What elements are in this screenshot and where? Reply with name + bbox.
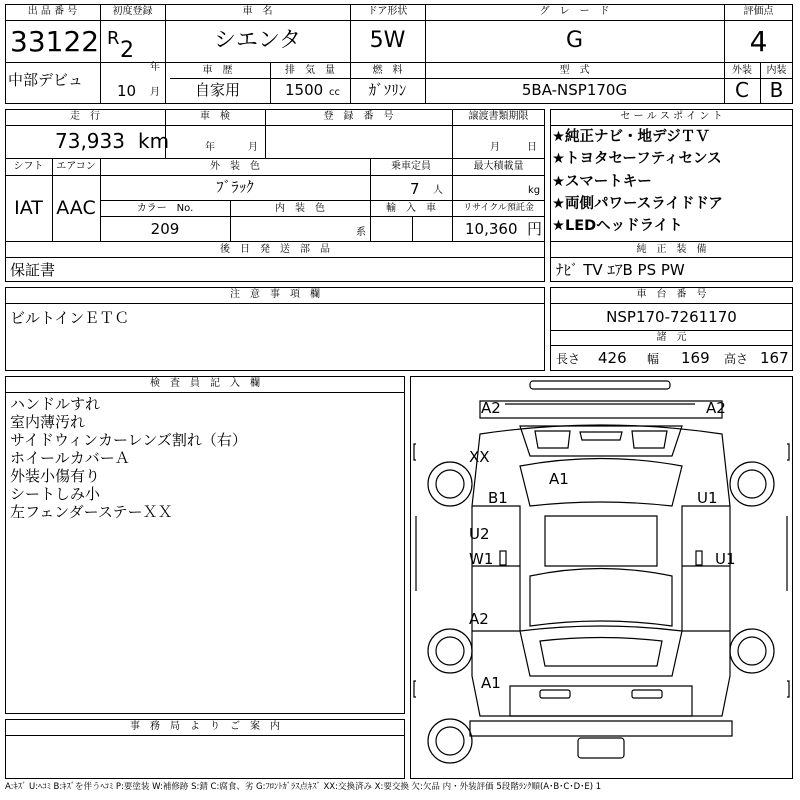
eval-label: 評価点 [743,6,774,17]
int-grade-label: 内装 [766,65,787,76]
door-type: 5W [369,28,406,53]
width-value: 169 [681,349,710,367]
length-value: 426 [598,349,627,367]
model-type: 5BA-NSP170G [521,81,628,99]
displacement-unit: cc [329,87,340,98]
type-label: 型 式 [559,65,590,76]
month-unit: 月 [150,87,160,98]
lot-no: 33122 [10,25,100,58]
inspector-line: ハンドルすれ [10,395,101,413]
mileage-label: 走 行 [70,111,100,122]
mileage: 73,933 [55,129,125,153]
displacement-label: 排 気 量 [285,65,335,76]
legend: A:ｷｽﾞ U:ﾍｺﾐ B:ｷｽﾞを伴うﾍｺﾐ P:要塗装 W:補修跡 S:錆 C:腐食、劣 G:ﾌﾛﾝﾄｶﾞﾗｽ点ｷｽﾞ XX:交換済み X:要交換 欠:欠品 内・外装評価 5段階ﾗﾝｸ順(A･B･C･D･E) 1 [5,782,602,792]
mileage-unit: km [138,129,170,153]
debut-label: 中部デビュ [8,71,84,89]
inspector-label: 検 査 員 記 入 欄 [150,378,260,389]
diagram-mark-xx-left-fender: XX [469,448,490,466]
sales-point-item: ★両側パワースライドドア [552,196,723,212]
transfer-month-unit: 月 [490,142,500,153]
inspector-line: 外装小傷有り [10,467,101,485]
recycle-label: リサイクル預託金 [463,203,534,213]
recycle-unit: 円 [527,220,543,238]
era: R [107,28,120,49]
ext-color: ﾌﾞﾗｯｸ [216,178,254,196]
spec-label: 諸 元 [656,332,687,343]
diagram-mark-b1-left-front-door: B1 [488,489,508,507]
inspector-line: サイドウィンカーレンズ割れ（右） [10,431,247,449]
diagram-mark-a2-front-right: A2 [706,399,726,417]
width-label: 幅 [647,352,660,366]
equipment-value: ﾅﾋﾞ TV ｴｱB PS PW [556,261,685,279]
chassis-label: 車 台 番 号 [636,289,707,300]
inspector-line: 室内薄汚れ [10,413,86,431]
transfer-label: 譲渡書類期限 [468,111,529,122]
chassis-number: NSP170-7261170 [606,308,737,326]
first-reg-label: 初度登録 [112,6,153,17]
capacity-label: 乗車定員 [391,161,431,172]
sales-point-item: ★純正ナビ・地デジＴＶ [552,129,710,145]
diagram-mark-u1-right-front-door: U1 [697,489,718,507]
grade-label: グ レ ー ド [539,6,610,17]
grade: G [565,28,584,53]
ac-label: エアコン [56,161,96,172]
color-no: 209 [150,220,180,238]
ext-grade: C [735,78,749,102]
door-label: ドア形状 [367,6,408,17]
diagram-mark-u2-left-slide-door: U2 [469,525,490,543]
lot-no-label: 出 品 番 号 [27,6,78,17]
reg-no-label: 登 録 番 号 [323,111,394,122]
equipment-label: 純 正 装 備 [636,244,707,255]
inspection-year-unit: 年 [205,142,215,153]
inspector-line: シートしみ小 [10,485,101,503]
history: 自家用 [194,81,240,99]
car-diagram [410,376,793,779]
diagram-mark-w1-left-slide-door: W1 [469,550,494,568]
fuel-label: 燃 料 [372,65,403,76]
length-label: 長さ [556,352,581,366]
ac: AAC [56,197,96,219]
height-label: 高さ [724,352,749,366]
inspection-month-unit: 月 [248,142,258,153]
history-label: 車 歴 [202,65,233,76]
diagram-mark-a2-front-left: A2 [481,399,501,417]
max-load-unit: kg [528,185,541,196]
recycle: 10,360 [465,220,518,238]
ext-color-label: 外 装 色 [210,161,260,172]
int-color-label: 内 装 色 [275,203,325,214]
model-name: シエンタ [213,28,302,53]
sales-points-label: セ ー ル ス ポ イ ン ト [620,111,723,122]
first-reg-year: 2 [120,38,134,63]
notes-label: 注 意 事 項 欄 [230,289,320,300]
later-parts-label: 後 日 発 送 部 品 [220,244,330,255]
max-load-label: 最大積載量 [473,161,524,172]
capacity-unit: 人 [433,185,443,196]
sales-point-item: ★LEDヘッドライト [552,218,683,234]
diagram-mark-a1-hood: A1 [549,470,569,488]
eval-score: 4 [749,25,768,58]
transfer-day-unit: 日 [527,142,537,153]
sales-point-item: ★スマートキー [552,174,652,190]
capacity: 7 [410,180,420,198]
inspection-label: 車 検 [200,111,230,122]
import-label: 輸 入 車 [386,203,436,214]
height-value: 167 [760,349,789,367]
int-grade: B [769,78,784,102]
fuel: ｶﾞｿﾘﾝ [368,81,407,99]
ext-grade-label: 外装 [732,65,752,76]
year-unit: 年 [150,62,160,73]
shift: IAT [14,197,43,219]
model-label: 車 名 [242,6,273,17]
notes-value: ビルトインＥＴＣ [10,309,130,327]
int-color-unit: 系 [356,227,366,238]
inspector-line: ホイールカバーＡ [10,449,130,467]
later-parts: 保証書 [10,261,56,279]
inspector-line: 左フェンダーステーＸＸ [10,503,173,521]
diagram-mark-u1-right-slide-door: U1 [715,550,736,568]
color-no-label: カラー No. [136,203,194,214]
office-label: 事 務 局 よ り ご 案 内 [130,721,280,732]
diagram-mark-a2-left-rear: A2 [469,610,489,628]
displacement: 1500 [285,81,324,99]
shift-label: シフト [13,161,44,172]
sales-point-item: ★トヨタセーフティセンス [552,151,722,167]
first-reg-month: 10 [117,82,137,100]
diagram-mark-a1-rear-bumper: A1 [481,674,501,692]
